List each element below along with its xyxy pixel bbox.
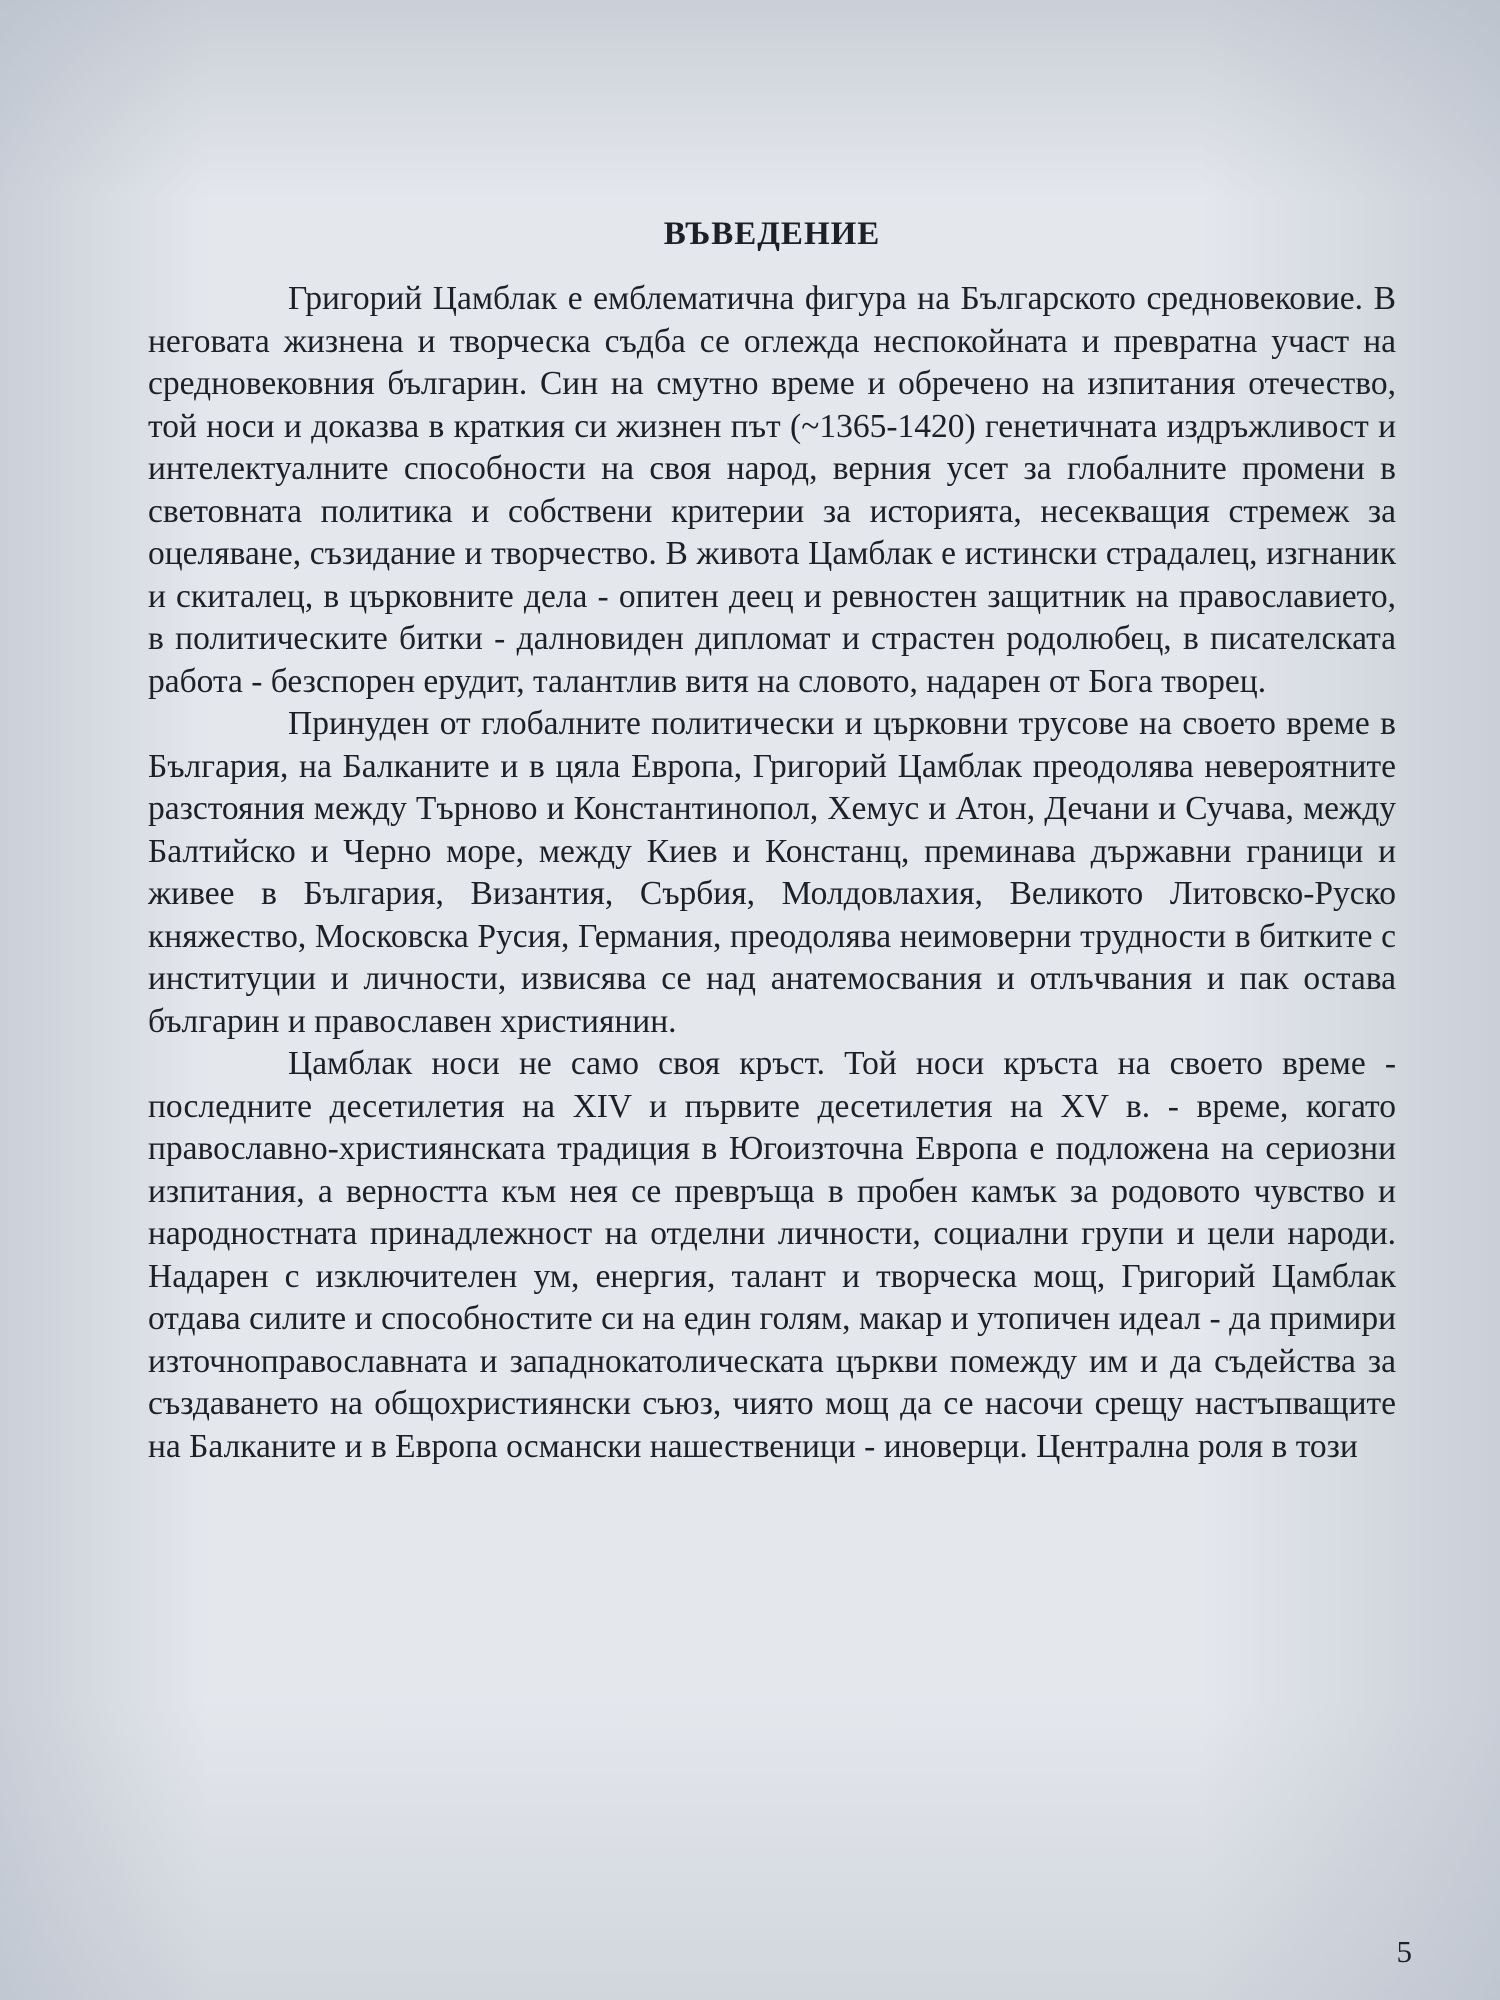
bleed-through-text xyxy=(150,10,1390,50)
paragraph-3: Цамблак носи не само своя кръст. Той носи кръста на своето време - последните десетилетия на XIV и първите десетилетия на XV в. - време, когато православно-християнската традиция в Югоизточна Европа е подложена на сериозни изпитания, а верността към нея се превръща в пробен камък за родовото чувство и народностната принадлежност на отделни личности, социални групи и цели народи. Надарен с изключителен ум, енергия, талант и творческа мощ, Григорий Цамблак отдава силите и способностите си на един голям, макар и утопичен идеал - да примири източноправославната и западнокатолическата църкви помежду им и да съдейства за създаването на общохристиянски съюз, чиято мощ да се насочи срещу настъпващите на Балканите и в Европа османски нашественици - иноверци. Централна роля в този xyxy=(148,1045,1396,1465)
chapter-title: ВЪВЕДЕНИЕ xyxy=(663,216,881,252)
paragraph-1: Григорий Цамблак е емблематична фигура на Българското средновековие. В неговата жизнена и творческа съдба се оглежда неспокойната и превратна участ на средновековния българин. Син на смутно време и обречено на изпитания отечество, той носи и доказва в краткия си жизнен път (~1365-1420) генетичната издръжливост и интелектуалните способности на своя народ, верния усет за глобалните промени в световната политика и собствени критерии за историята, несекващия стремеж за оцеляване, съзидание и творчество. В живота Цамблак е истински страдалец, изгнаник и скиталец, в църковните дела - опитен деец и ревностен защитник на православието, в политическите битки - далновиден дипломат и страстен родолюбец, в писателската работа - безспорен ерудит, талантлив витя на словото, надарен от Бога творец. xyxy=(148,280,1396,700)
page-content xyxy=(148,212,1396,1468)
paragraph-2: Принуден от глобалните политически и църковни трусове на своето време в България, на Балканите и в цяла Европа, Григорий Цамблак преодолява невероятните разстояния между Търново и Константинопол, Хемус и Атон, Дечани и Сучава, между Балтийско и Черно море, между Киев и Констанц, преминава държавни граници и живее в България, Византия, Сърбия, Молдовлахия, Великото Литовско-Руско княжество, Московска Русия, Германия, преодолява неимоверни трудности в битките с институции и личности, извисява се над анатемосвания и отлъчвания и пак остава българин и православен християнин. xyxy=(148,705,1396,1040)
page-number: 5 xyxy=(1396,1934,1412,1969)
